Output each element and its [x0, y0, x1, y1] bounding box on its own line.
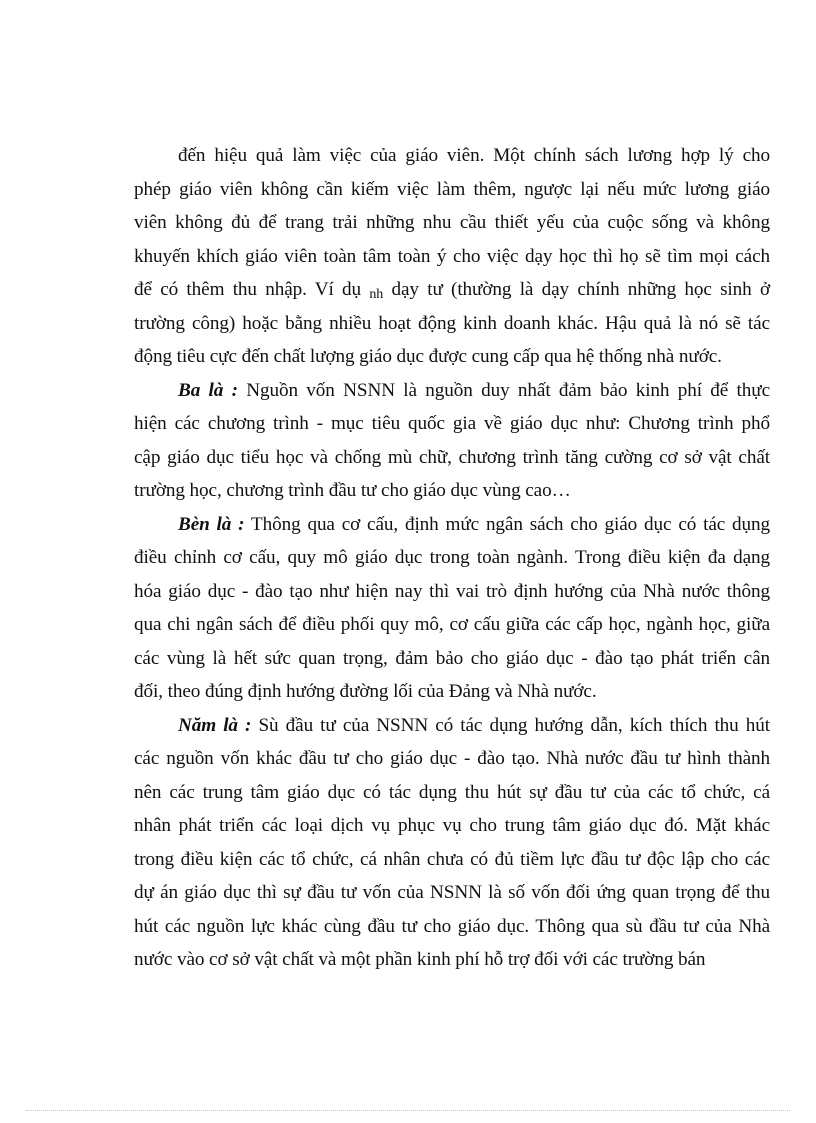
text-fragment: Thông qua cơ cấu, định mức ngân sách cho giáo dục có tác dụng: [250, 513, 771, 535]
paragraph-fourth: [134, 508, 770, 709]
paragraph-lead: Bèn là :: [178, 513, 245, 535]
text-line: viên không đủ để trang trải những nhu cầu thiết yếu của cuộc sống và không: [134, 212, 770, 233]
text-line: các nguồn vốn khác đầu tư cho giáo dục - đào tạo. Nhà nước đầu tư hình thành: [134, 748, 770, 769]
text-line: [134, 273, 770, 307]
paragraph-fifth: [134, 709, 770, 977]
text-line: [134, 374, 770, 408]
text-line: hiện các chương trình - mục tiêu quốc gia về giáo dục như: Chương trình phổ: [134, 413, 770, 434]
text-line: hút các nguồn lực khác cùng đầu tư cho giáo dục. Thông qua sù đầu tư của Nhà: [134, 915, 770, 937]
text-line: động tiêu cực đến chất lượng giáo dục được cung cấp qua hệ thống nhà nước.: [134, 346, 722, 367]
subscript-fragment: nh: [369, 287, 384, 302]
text-line: phép giáo viên không cần kiếm việc làm thêm, ngược lại nếu mức lương giáo: [134, 178, 770, 200]
paragraph-third: [134, 374, 770, 508]
page-bottom-divider: [26, 1110, 790, 1111]
text-line: [134, 508, 770, 542]
text-line: điều chỉnh cơ cấu, quy mô giáo dục trong toàn ngành. Trong điều kiện đa dạng: [134, 547, 770, 568]
text-line: trường học, chương trình đầu tư cho giáo dục vùng cao…: [134, 480, 571, 501]
text-line: nhân phát triển các loại dịch vụ phục vụ cho trung tâm giáo dục đó. Mặt khác: [134, 815, 770, 836]
text-line: đối, theo đúng định hướng đường lối của Đảng và Nhà nước.: [134, 681, 597, 702]
text-line: dự án giáo dục thì sự đầu tư vốn của NSNN là số vốn đối ứng quan trọng để thu: [134, 882, 770, 903]
text-line: qua chi ngân sách để điều phối quy mô, cơ cấu giữa các cấp học, ngành học, giữa: [134, 614, 770, 635]
text-fragment: Sù đầu tư của NSNN có tác dụng hướng dẫn, kích thích thu hút: [258, 714, 771, 736]
document-body: [134, 139, 770, 977]
paragraph-lead: Ba là :: [178, 379, 238, 401]
text-line: nước vào cơ sở vật chất và một phần kinh phí hỗ trợ đối với các trường bán: [134, 949, 706, 970]
text-fragment: để có thêm thu nhập. Ví dụ: [134, 279, 362, 300]
text-line: hóa giáo dục - đào tạo như hiện nay thì vai trò định hướng của Nhà nước thông: [134, 580, 770, 602]
text-line: khuyến khích giáo viên toàn tâm toàn ý cho việc dạy học thì họ sẽ tìm mọi cách: [134, 245, 770, 267]
text-fragment: dạy tư (thường là dạy chính những học sinh ở: [391, 279, 771, 300]
text-line: [134, 709, 770, 743]
paragraph-lead: Năm là :: [178, 714, 252, 736]
text-line: trong điều kiện các tổ chức, cá nhân chưa có đủ tiềm lực đầu tư độc lập cho các: [134, 848, 770, 870]
text-line: cập giáo dục tiểu học và chống mù chữ, chương trình tăng cường cơ sở vật chất: [134, 446, 770, 468]
text-line: trường công) hoặc bằng nhiều hoạt động kinh doanh khác. Hậu quả là nó sẽ tác: [134, 312, 770, 334]
text-fragment: Nguồn vốn NSNN là nguồn duy nhất đảm bảo kinh phí để thực: [246, 379, 770, 401]
text-line: nên các trung tâm giáo dục có tác dụng thu hút sự đầu tư của các tổ chức, cá: [134, 781, 770, 803]
text-line: các vùng là hết sức quan trọng, đảm bảo cho giáo dục - đào tạo phát triển cân: [134, 647, 770, 669]
text-line: đến hiệu quả làm việc của giáo viên. Một chính sách lương hợp lý cho: [178, 145, 770, 166]
paragraph-salary: [134, 139, 770, 374]
